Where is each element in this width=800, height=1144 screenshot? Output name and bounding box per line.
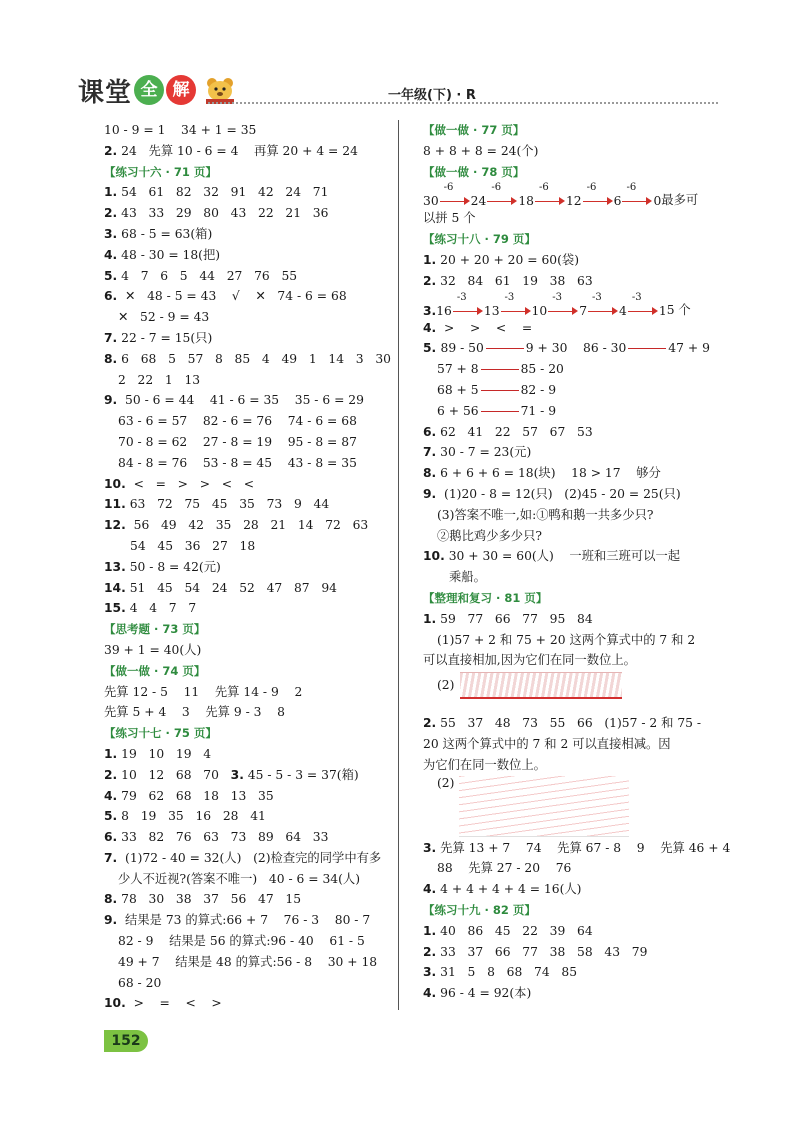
answer-line xyxy=(423,609,703,630)
item-number: 3. xyxy=(423,303,437,318)
arrow-icon xyxy=(535,182,565,208)
answer-text: 48 - 30 = 18(把) xyxy=(117,247,221,262)
answer-line xyxy=(423,713,703,734)
answer-line xyxy=(423,546,703,567)
answer-line: 可以直接相加,因为它们在同一数位上。 xyxy=(423,653,636,668)
chain-number: 24 xyxy=(470,194,487,209)
answer-text: 54 45 36 27 18 xyxy=(130,538,256,553)
arrow-head xyxy=(652,307,658,315)
match-left: 57 + 8 xyxy=(437,362,479,377)
answer-text: 6 + 6 + 6 = 18(块) 18 > 17 够分 xyxy=(436,466,661,481)
answer-text: 68 - 20 xyxy=(118,975,162,990)
answer-line xyxy=(104,328,394,349)
item-number: 4. xyxy=(104,788,118,803)
item-number: 2. xyxy=(423,944,437,959)
item-number: 2. xyxy=(423,273,437,288)
answer-text: > > < = xyxy=(436,320,533,335)
answer-line xyxy=(104,827,394,848)
chain-number: 18 xyxy=(518,194,534,209)
section-heading: 【思考题 · 73 页】 xyxy=(104,622,206,637)
section-heading: 【做一做 · 74 页】 xyxy=(104,663,206,678)
answer-line xyxy=(104,702,394,723)
answer-line xyxy=(104,910,394,931)
answer-text: 先算 5 + 4 3 先算 9 - 3 8 xyxy=(104,705,285,720)
answer-line xyxy=(104,141,394,162)
answer-line xyxy=(104,848,394,869)
answer-line xyxy=(104,453,394,474)
answer-text: 62 41 22 57 67 53 xyxy=(436,424,593,439)
match-link xyxy=(481,369,519,370)
arrow-icon xyxy=(501,291,531,318)
subtraction-chain xyxy=(423,182,703,208)
answer-line xyxy=(423,921,703,942)
logo-char: 堂 xyxy=(105,77,133,108)
item-number: 5. xyxy=(104,809,118,824)
arrow-icon xyxy=(440,182,470,208)
answer-line xyxy=(104,370,394,391)
item-number: 5. xyxy=(104,268,118,283)
answer-line xyxy=(423,422,703,443)
answer-text: 先算 12 - 5 11 先算 14 - 9 2 xyxy=(104,684,303,699)
section-heading: 【练习十九 · 82 页】 xyxy=(423,902,536,917)
answer-line xyxy=(423,250,703,271)
answer-line xyxy=(423,838,731,859)
item-number: 3. xyxy=(230,767,244,782)
answer-line xyxy=(104,494,394,515)
chain-number: 13 xyxy=(483,303,500,318)
answer-text: 82 - 9 结果是 56 的算式:96 - 40 61 - 5 xyxy=(118,934,365,949)
match-left: 68 + 5 xyxy=(437,382,479,397)
item-number: 7. xyxy=(104,850,118,865)
section-heading: 【做一做 · 77 页】 xyxy=(423,123,525,137)
answer-line xyxy=(104,973,394,994)
answer-line xyxy=(104,536,394,557)
chain-tail: 5 个 xyxy=(666,302,691,317)
arrow-label: -6 xyxy=(538,182,549,194)
answer-text: 84 - 8 = 76 53 - 8 = 45 43 - 8 = 35 xyxy=(118,455,357,470)
answer-text: 45 - 5 - 3 = 37(箱) xyxy=(243,767,359,782)
answer-line xyxy=(423,318,703,339)
answer-text: ✕ 52 - 9 = 43 xyxy=(118,310,210,325)
spacer xyxy=(423,699,703,713)
item-number: 3. xyxy=(104,226,118,241)
match-right: 47 + 9 xyxy=(668,341,710,356)
match-right: 85 - 20 xyxy=(520,362,564,377)
answer-text: 43 33 29 80 43 22 21 36 xyxy=(117,206,329,221)
answer-text: 59 77 66 77 95 84 xyxy=(436,611,593,626)
item-number: 2. xyxy=(104,767,118,782)
answer-line xyxy=(104,869,394,890)
answer-text: 20 + 20 + 20 = 60(袋) xyxy=(436,252,579,267)
answer-line xyxy=(104,744,394,765)
answer-text: 30 + 30 = 60(人) 一班和三班可以一起 xyxy=(444,549,681,564)
answer-line: 以拼 5 个 xyxy=(423,211,476,226)
answer-text: 63 - 6 = 57 82 - 6 = 76 74 - 6 = 68 xyxy=(118,414,357,429)
section-heading: 【练习十八 · 79 页】 xyxy=(423,232,536,247)
answer-text: (1)72 - 40 = 32(人) (2)检查完的同学中有多 xyxy=(117,850,382,865)
arrow-label: -3 xyxy=(552,291,562,303)
item-number: 4. xyxy=(104,247,118,262)
answer-text: 少人不近视?(答案不唯一) 40 - 6 = 34(人) xyxy=(118,871,360,886)
answer-text: 39 + 1 = 40(人) xyxy=(104,642,202,657)
item-number: 10. xyxy=(104,476,126,491)
arrow-icon xyxy=(487,182,517,208)
match-left: 89 - 50 xyxy=(440,341,484,356)
answer-line xyxy=(104,640,394,661)
item-number: 2. xyxy=(423,716,437,731)
answer-line xyxy=(104,349,394,370)
answer-text: 79 62 68 18 13 35 xyxy=(117,788,274,803)
answer-text: 4 7 6 5 44 27 76 55 xyxy=(117,268,298,283)
item-number: 4. xyxy=(423,320,437,335)
answer-line: 为它们在同一数位上。 xyxy=(423,757,546,772)
item-number: 6. xyxy=(104,830,118,845)
answer-text: 31 5 8 68 74 85 xyxy=(436,965,578,980)
answer-text: 8 19 35 16 28 41 xyxy=(117,809,266,824)
answer-text: (1)20 - 8 = 12(只) (2)45 - 20 = 25(只) xyxy=(436,486,681,501)
match-left: 6 + 56 xyxy=(437,403,479,418)
answer-text: 32 84 61 19 38 63 xyxy=(436,273,593,288)
answer-line xyxy=(104,952,394,973)
answer-text: (2) xyxy=(437,678,455,693)
item-number: 3. xyxy=(423,840,437,855)
answer-line xyxy=(104,203,394,224)
left-column xyxy=(104,120,394,1014)
answer-text: 63 72 75 45 35 73 9 44 xyxy=(125,497,330,512)
arrow-icon xyxy=(453,291,483,318)
answer-line xyxy=(104,432,394,453)
answer-text: 19 10 19 4 xyxy=(117,746,212,761)
match-row xyxy=(423,338,710,359)
match-right: 71 - 9 xyxy=(520,403,557,418)
item-number: 8. xyxy=(104,351,118,366)
chain-number: 12 xyxy=(565,194,582,209)
arrow-head xyxy=(612,307,618,315)
item-number: 6. xyxy=(423,424,437,439)
item-number: 1. xyxy=(423,611,437,626)
match-link xyxy=(628,348,666,349)
match-link xyxy=(481,390,519,391)
logo-char: 全 xyxy=(134,75,164,105)
answer-text: ✕ 48 - 5 = 43 √ ✕ 74 - 6 = 68 xyxy=(117,289,347,304)
chain-tail: 最多可 xyxy=(661,193,699,208)
answer-line xyxy=(104,786,394,807)
answer-text: 56 49 42 35 28 21 14 72 63 xyxy=(125,518,369,533)
answer-line: 20 这两个算式中的 7 和 2 可以直接相减。因 xyxy=(423,736,671,751)
answer-text: 49 + 7 结果是 48 的算式:56 - 8 30 + 18 xyxy=(118,954,378,969)
answer-text: 33 37 66 77 38 58 43 79 xyxy=(436,944,648,959)
chain-number: 10 xyxy=(531,303,548,318)
answer-text: < = > > < < xyxy=(125,476,255,491)
item-number: 9. xyxy=(423,486,437,501)
item-number: 11. xyxy=(104,497,126,512)
arrow-head xyxy=(477,307,483,315)
answer-line xyxy=(104,390,394,411)
answer-line xyxy=(104,182,394,203)
section-heading: 【练习十七 · 75 页】 xyxy=(104,726,217,741)
chain-number: 1 xyxy=(658,303,667,318)
answer-text: 55 37 48 73 55 66 (1)57 - 2 和 75 - xyxy=(436,716,702,731)
answer-line xyxy=(104,224,394,245)
grade-label: 一年级(下) · R xyxy=(388,88,476,103)
item-number: 9. xyxy=(104,393,118,408)
item-number: 1. xyxy=(423,252,437,267)
arrow-icon xyxy=(588,291,618,318)
arrow-icon xyxy=(583,182,613,208)
chain-number: 16 xyxy=(436,303,452,318)
answer-text: 30 - 7 = 23(元) xyxy=(436,445,532,460)
answer-line xyxy=(423,271,703,292)
answer-line xyxy=(104,765,394,786)
arrow-icon xyxy=(622,182,652,208)
answer-line xyxy=(423,942,703,963)
answer-line: 8 + 8 + 8 = 24(个) xyxy=(423,143,539,158)
arrow-label: -6 xyxy=(626,182,637,194)
bear-mascot-icon xyxy=(200,75,240,105)
arrow-label: -6 xyxy=(586,182,597,194)
item-number: 10. xyxy=(104,996,126,1011)
item-number: 4. xyxy=(423,882,437,897)
arrow-head xyxy=(464,197,470,205)
item-number: 9. xyxy=(104,913,118,928)
answer-line xyxy=(104,120,394,141)
answer-text: 50 - 8 = 42(元) xyxy=(125,559,221,574)
logo-char: 解 xyxy=(166,75,196,105)
chain-number: 0 xyxy=(653,194,662,209)
item-number: 1. xyxy=(104,746,118,761)
item-number: 8. xyxy=(104,892,118,907)
answer-text: 50 - 6 = 44 41 - 6 = 35 35 - 6 = 29 xyxy=(117,393,364,408)
answer-line xyxy=(104,682,394,703)
answer-text: 24 先算 10 - 6 = 4 再算 20 + 4 = 24 xyxy=(117,143,358,158)
answer-line: 乘船。 xyxy=(449,570,486,585)
match-right: 82 - 9 xyxy=(520,382,557,397)
arrow-head xyxy=(572,307,578,315)
answer-line xyxy=(104,474,394,495)
chain-number: 7 xyxy=(579,303,588,318)
answer-line xyxy=(423,983,703,1004)
item-number: 1. xyxy=(104,185,118,200)
answer-line xyxy=(104,806,394,827)
answer-line: (1)57 + 2 和 75 + 20 这两个算式中的 7 和 2 xyxy=(437,632,696,647)
item-number: 6. xyxy=(104,289,118,304)
section-heading: 【做一做 · 78 页】 xyxy=(423,164,525,179)
logo-char: 课 xyxy=(78,77,106,108)
answer-line xyxy=(104,245,394,266)
abacus-image xyxy=(460,672,622,699)
answer-line xyxy=(423,776,703,838)
answer-text: 10 - 9 = 1 34 + 1 = 35 xyxy=(104,123,257,137)
item-number: 2. xyxy=(104,206,118,221)
answer-line xyxy=(104,307,394,328)
section-heading: 【整理和复习 · 81 页】 xyxy=(423,590,548,605)
item-number: 8. xyxy=(423,466,437,481)
arrow-label: -3 xyxy=(456,291,467,303)
arrow-label: -6 xyxy=(443,182,454,194)
answer-text: 4 + 4 + 4 + 4 = 16(人) xyxy=(436,882,582,897)
answer-line xyxy=(104,557,394,578)
answer-text: (2) xyxy=(437,775,455,790)
answer-line xyxy=(104,598,394,619)
arrow-head xyxy=(646,197,652,205)
chain-number: 6 xyxy=(613,194,622,209)
answer-line xyxy=(423,442,703,463)
item-number: 5. xyxy=(423,341,441,356)
answer-text: 33 82 76 63 73 89 64 33 xyxy=(117,830,329,845)
subtraction-chain xyxy=(423,292,703,318)
answer-line: 88 先算 27 - 20 76 xyxy=(437,861,572,876)
item-number: 10. xyxy=(423,549,445,564)
arrow-icon xyxy=(628,291,658,318)
item-number: 12. xyxy=(104,518,126,533)
item-number: 1. xyxy=(423,923,437,938)
match-link xyxy=(481,411,519,412)
matching-exercise xyxy=(423,338,710,421)
section-heading: 【练习十六 · 71 页】 xyxy=(104,164,217,179)
chain-number: 4 xyxy=(619,303,627,318)
answer-text: 96 - 4 = 92(本) xyxy=(436,986,532,1001)
answer-line xyxy=(104,931,394,952)
answer-line xyxy=(104,578,394,599)
answer-text: 22 - 7 = 15(只) xyxy=(117,330,213,345)
item-number: 14. xyxy=(104,580,126,595)
answer-line xyxy=(423,879,703,900)
arrow-head xyxy=(511,197,517,205)
answer-line xyxy=(104,993,394,1014)
arrow-head xyxy=(607,197,613,205)
answer-line xyxy=(104,515,394,536)
match-row xyxy=(423,401,703,422)
match-row xyxy=(423,359,703,380)
answer-text: 54 61 82 32 91 42 24 71 xyxy=(117,185,329,200)
answer-line: ②鹅比鸡少多少只? xyxy=(437,528,542,543)
answer-line xyxy=(423,463,703,484)
answer-text: 10 12 68 70 xyxy=(117,767,231,782)
answer-line xyxy=(104,411,394,432)
answer-text: 4 4 7 7 xyxy=(125,601,197,616)
answer-text: 68 - 5 = 63(箱) xyxy=(117,226,213,241)
item-number: 4. xyxy=(423,986,437,1001)
answer-text: 51 45 54 24 52 47 87 94 xyxy=(125,580,337,595)
answer-text: 40 86 45 22 39 64 xyxy=(436,923,593,938)
answer-line xyxy=(423,671,703,699)
chain-number: 30 xyxy=(423,194,439,209)
answer-text: 先算 13 + 7 74 先算 67 - 8 9 先算 46 + 4 xyxy=(436,840,731,855)
answer-text: 2 22 1 13 xyxy=(118,372,201,387)
match-left: 86 - 30 xyxy=(567,341,627,356)
page-number: 152 xyxy=(104,1030,148,1052)
answer-text: > = < > xyxy=(125,996,222,1011)
answer-text: 6 68 5 57 8 85 4 49 1 14 3 30 xyxy=(117,351,391,366)
answer-text: 70 - 8 = 62 27 - 8 = 19 95 - 8 = 87 xyxy=(118,434,357,449)
item-number: 13. xyxy=(104,559,126,574)
match-row xyxy=(423,380,703,401)
answer-line xyxy=(104,889,394,910)
match-link xyxy=(486,348,524,349)
item-number: 7. xyxy=(104,330,118,345)
arrow-icon xyxy=(548,291,578,318)
arrow-head xyxy=(525,307,531,315)
arrow-label: -3 xyxy=(504,291,515,303)
answer-text: 78 30 38 37 56 47 15 xyxy=(117,892,302,907)
answer-line: (3)答案不唯一,如:①鸭和鹅一共多少只? xyxy=(437,507,654,522)
match-right: 9 + 30 xyxy=(525,341,568,356)
item-number: 15. xyxy=(104,601,126,616)
abacus-image xyxy=(459,776,629,837)
arrow-label: -6 xyxy=(491,182,502,194)
item-number: 3. xyxy=(423,965,437,980)
answer-line xyxy=(104,286,394,307)
right-column xyxy=(423,120,731,1004)
answer-line xyxy=(104,266,394,287)
page-header xyxy=(78,72,718,110)
answer-text: 结果是 73 的算式:66 + 7 76 - 3 80 - 7 xyxy=(117,913,371,928)
arrow-label: -3 xyxy=(631,291,642,303)
item-number: 2. xyxy=(104,143,118,158)
column-divider xyxy=(398,120,399,1010)
item-number: 7. xyxy=(423,445,437,460)
answer-line xyxy=(423,484,703,505)
arrow-label: -3 xyxy=(592,291,602,303)
answer-line xyxy=(423,962,703,983)
arrow-head xyxy=(559,197,565,205)
